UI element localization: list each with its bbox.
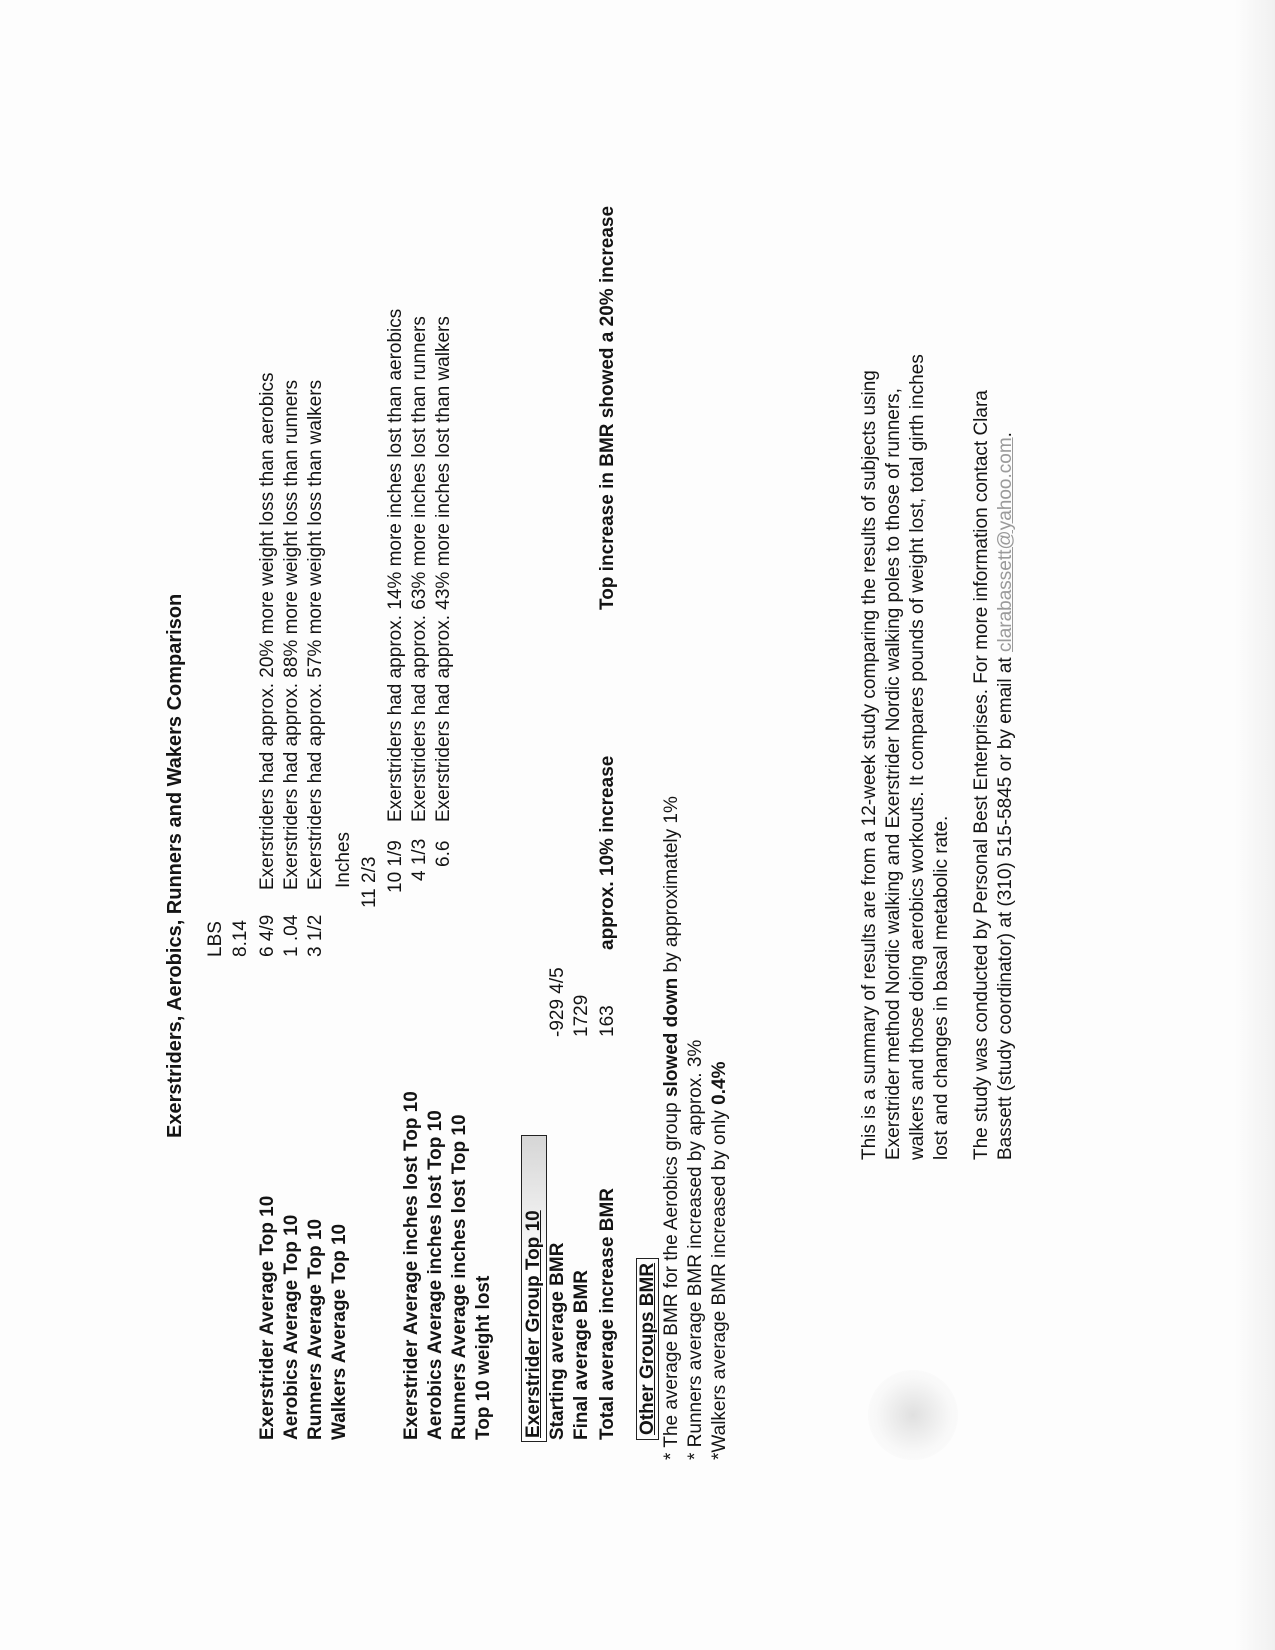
inches-label-aerobics: Aerobics Average inches lost Top 10 bbox=[425, 1110, 446, 1440]
contact-line-1: The study was conducted by Personal Best Enterprises. For more information contact Clara bbox=[971, 390, 992, 1160]
bmr-starting-value: -929 4/5 bbox=[547, 967, 568, 1037]
weight-unit-label: LBS bbox=[205, 921, 226, 957]
inches-note-aerobics: Exerstriders had approx. 14% more inches lost than aerobics bbox=[385, 308, 406, 822]
bmr-total-value: 163 bbox=[597, 1005, 618, 1037]
contact-line-2-suffix: . bbox=[995, 432, 1016, 438]
other-groups-heading-text: Other Groups BMR bbox=[636, 1258, 659, 1440]
contact-line-2 bbox=[994, 432, 1018, 1160]
aerobics-line-suffix: by approximately 1% bbox=[661, 796, 682, 978]
inches-value-aerobics: 10 1/9 bbox=[385, 840, 406, 893]
other-groups-walkers-line bbox=[708, 1062, 732, 1460]
summary-line-3: walkers and those doing aerobics workouts. It compares pounds of weight lost, total girth inches bbox=[907, 354, 928, 1160]
aerobics-line-bold: slowed down bbox=[661, 977, 682, 1098]
other-groups-runners-line: * Runners average BMR increased by approx. 3% bbox=[685, 1039, 706, 1460]
other-groups-aerobics-line bbox=[660, 796, 684, 1460]
inches-value-runners: 4 1/3 bbox=[409, 838, 430, 881]
weight-value-runners: 1 .04 bbox=[281, 914, 302, 957]
weight-label-runners: Runners Average Top 10 bbox=[305, 1218, 326, 1440]
bmr-group-heading: Exerstrider Group Top 10 bbox=[523, 1210, 544, 1438]
bmr-top-note: Top increase in BMR showed a 20% increase bbox=[597, 205, 618, 610]
inches-unit-label: Inches bbox=[333, 832, 354, 888]
inches-value-exerstrider: 11 2/3 bbox=[359, 856, 380, 908]
weight-value-exerstrider: 8.14 bbox=[230, 920, 251, 957]
bmr-approx-note: approx. 10% increase bbox=[597, 755, 618, 950]
weight-note-runners: Exerstriders had approx. 88% more weight loss than runners bbox=[281, 379, 302, 890]
other-groups-heading bbox=[636, 1258, 660, 1440]
inches-note-walkers: Exerstriders had approx. 43% more inches lost than walkers bbox=[433, 316, 454, 822]
contact-line-2-prefix: Bassett (study coordinator) at (310) 515-5845 or by email at bbox=[995, 652, 1016, 1160]
bmr-final-value: 1729 bbox=[571, 994, 592, 1037]
contact-email-link[interactable]: clarabassett@yahoo.com bbox=[995, 437, 1016, 653]
summary-line-2: Exerstrider method Nordic walking and Exerstrider Nordic walking poles to those of runners, bbox=[883, 388, 904, 1160]
bmr-final-label: Final average BMR bbox=[571, 1270, 592, 1440]
page-title: Exerstriders, Aerobics, Runners and Wakers Comparison bbox=[164, 593, 186, 1138]
weight-value-walkers: 3 1/2 bbox=[305, 914, 326, 957]
inches-value-walkers: 6.6 bbox=[433, 840, 454, 867]
weight-label-exerstrider: Exerstrider Average Top 10 bbox=[257, 1195, 278, 1440]
summary-line-1: This is a summary of results are from a 12-week study comparing the results of subjects using bbox=[859, 370, 880, 1160]
inches-note-runners: Exerstriders had approx. 63% more inches lost than runners bbox=[409, 316, 430, 822]
inches-label-top10-weight: Top 10 weight lost bbox=[473, 1275, 494, 1440]
weight-note-walkers: Exerstriders had approx. 57% more weight loss than walkers bbox=[305, 379, 326, 890]
inches-label-exerstrider: Exerstrider Average inches lost Top 10 bbox=[401, 1091, 422, 1440]
weight-note-aerobics: Exerstriders had approx. 20% more weight loss than aerobics bbox=[257, 372, 278, 890]
summary-line-4: lost and changes in basal metabolic rate. bbox=[931, 815, 952, 1160]
bmr-starting-label: Starting average BMR bbox=[547, 1242, 568, 1440]
walkers-line-prefix: *Walkers average BMR increased by only bbox=[709, 1104, 730, 1460]
inches-label-runners: Runners Average inches lost Top 10 bbox=[449, 1114, 470, 1440]
weight-label-walkers: Walkers Average Top 10 bbox=[329, 1223, 350, 1440]
aerobics-line-prefix: * The average BMR for the Aerobics group bbox=[661, 1097, 682, 1460]
bmr-total-label: Total average increase BMR bbox=[597, 1187, 618, 1440]
weight-value-aerobics: 6 4/9 bbox=[257, 914, 278, 957]
weight-label-aerobics: Aerobics Average Top 10 bbox=[281, 1214, 302, 1440]
walkers-line-bold: 0.4% bbox=[709, 1061, 730, 1105]
